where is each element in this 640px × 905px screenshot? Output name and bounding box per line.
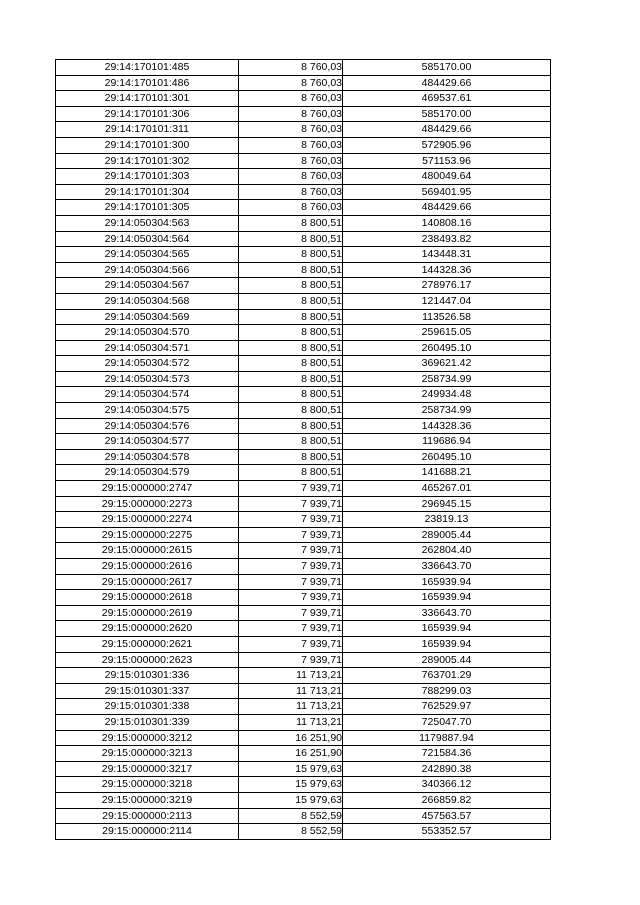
cadastral-number-cell: 29:14:050304:570 [56,325,239,341]
unit-value-cell: 8 760,03 [239,106,343,122]
cadastral-number-cell: 29:14:170101:300 [56,137,239,153]
unit-value-cell: 11 713,21 [239,683,343,699]
cadastral-number-cell: 29:15:000000:2623 [56,652,239,668]
table-row [56,792,551,808]
unit-value-cell: 11 713,21 [239,699,343,715]
unit-value-cell: 15 979,63 [239,777,343,793]
table-row [56,590,551,606]
table-row [56,636,551,652]
table-body [56,60,551,840]
table-row [56,496,551,512]
unit-value-cell: 7 939,71 [239,636,343,652]
total-value-cell: 340366.12 [343,777,551,793]
total-value-cell: 144328.36 [343,262,551,278]
total-value-cell: 144328.36 [343,418,551,434]
total-value-cell: 457563.57 [343,808,551,824]
cadastral-number-cell: 29:14:050304:577 [56,434,239,450]
total-value-cell: 469537.61 [343,91,551,107]
total-value-cell: 289005.44 [343,652,551,668]
table-row [56,418,551,434]
unit-value-cell: 7 939,71 [239,652,343,668]
total-value-cell: 140808.16 [343,215,551,231]
table-row [56,293,551,309]
cadastral-number-cell: 29:15:000000:2273 [56,496,239,512]
table-row [56,559,551,575]
table-row [56,699,551,715]
unit-value-cell: 8 760,03 [239,200,343,216]
cadastral-number-cell: 29:14:170101:302 [56,153,239,169]
unit-value-cell: 8 800,51 [239,449,343,465]
unit-value-cell: 8 800,51 [239,403,343,419]
total-value-cell: 165939.94 [343,574,551,590]
cadastral-number-cell: 29:15:000000:3213 [56,746,239,762]
cadastral-number-cell: 29:14:170101:486 [56,75,239,91]
table-row [56,169,551,185]
total-value-cell: 569401.95 [343,184,551,200]
cadastral-number-cell: 29:15:010301:337 [56,683,239,699]
cadastral-number-cell: 29:14:050304:568 [56,293,239,309]
unit-value-cell: 8 760,03 [239,184,343,200]
total-value-cell: 113526.58 [343,309,551,325]
table-row [56,746,551,762]
table-row [56,278,551,294]
total-value-cell: 484429.66 [343,122,551,138]
table-row [56,247,551,263]
total-value-cell: 725047.70 [343,714,551,730]
cadastral-number-cell: 29:15:000000:3219 [56,792,239,808]
total-value-cell: 141688.21 [343,465,551,481]
total-value-cell: 260495.10 [343,340,551,356]
table-row [56,434,551,450]
table-row [56,215,551,231]
cadastral-number-cell: 29:15:000000:3217 [56,761,239,777]
unit-value-cell: 8 800,51 [239,356,343,372]
total-value-cell: 484429.66 [343,75,551,91]
table-row [56,262,551,278]
table-row [56,137,551,153]
total-value-cell: 238493.82 [343,231,551,247]
total-value-cell: 296945.15 [343,496,551,512]
unit-value-cell: 7 939,71 [239,559,343,575]
unit-value-cell: 7 939,71 [239,527,343,543]
table-row [56,122,551,138]
total-value-cell: 585170.00 [343,60,551,76]
cadastral-number-cell: 29:15:000000:2114 [56,824,239,840]
cadastral-number-cell: 29:14:170101:485 [56,60,239,76]
table-row [56,184,551,200]
unit-value-cell: 16 251,90 [239,746,343,762]
unit-value-cell: 8 760,03 [239,75,343,91]
total-value-cell: 259615.05 [343,325,551,341]
total-value-cell: 484429.66 [343,200,551,216]
unit-value-cell: 8 760,03 [239,60,343,76]
cadastral-number-cell: 29:14:050304:566 [56,262,239,278]
table-row [56,761,551,777]
table-row [56,340,551,356]
table-row [56,403,551,419]
unit-value-cell: 8 800,51 [239,465,343,481]
table-row [56,668,551,684]
cadastral-number-cell: 29:15:000000:2275 [56,527,239,543]
unit-value-cell: 8 800,51 [239,293,343,309]
unit-value-cell: 8 760,03 [239,137,343,153]
total-value-cell: 336643.70 [343,559,551,575]
unit-value-cell: 15 979,63 [239,761,343,777]
total-value-cell: 121447.04 [343,293,551,309]
table-row [56,75,551,91]
cadastral-number-cell: 29:14:170101:305 [56,200,239,216]
cadastral-number-cell: 29:14:050304:573 [56,371,239,387]
unit-value-cell: 8 552,59 [239,808,343,824]
table-row [56,309,551,325]
total-value-cell: 258734.99 [343,371,551,387]
table-row [56,356,551,372]
table-row [56,621,551,637]
total-value-cell: 721584.36 [343,746,551,762]
cadastral-number-cell: 29:14:050304:563 [56,215,239,231]
cadastral-number-cell: 29:14:050304:564 [56,231,239,247]
cadastral-number-cell: 29:14:170101:301 [56,91,239,107]
cadastral-number-cell: 29:14:050304:567 [56,278,239,294]
table-row [56,527,551,543]
cadastral-number-cell: 29:14:170101:303 [56,169,239,185]
table-row [56,543,551,559]
unit-value-cell: 7 939,71 [239,605,343,621]
cadastral-number-cell: 29:14:050304:572 [56,356,239,372]
unit-value-cell: 8 800,51 [239,278,343,294]
unit-value-cell: 11 713,21 [239,714,343,730]
unit-value-cell: 8 800,51 [239,371,343,387]
table-row [56,824,551,840]
table-row [56,387,551,403]
cadastral-number-cell: 29:14:170101:306 [56,106,239,122]
total-value-cell: 23819.13 [343,512,551,528]
cadastral-number-cell: 29:15:000000:2113 [56,808,239,824]
unit-value-cell: 11 713,21 [239,668,343,684]
total-value-cell: 480049.64 [343,169,551,185]
unit-value-cell: 15 979,63 [239,792,343,808]
unit-value-cell: 8 800,51 [239,325,343,341]
unit-value-cell: 7 939,71 [239,512,343,528]
total-value-cell: 258734.99 [343,403,551,419]
total-value-cell: 165939.94 [343,590,551,606]
table-row [56,652,551,668]
table-row [56,231,551,247]
total-value-cell: 788299.03 [343,683,551,699]
cadastral-number-cell: 29:15:010301:338 [56,699,239,715]
table-row [56,683,551,699]
total-value-cell: 143448.31 [343,247,551,263]
unit-value-cell: 7 939,71 [239,543,343,559]
cadastral-number-cell: 29:15:000000:2615 [56,543,239,559]
total-value-cell: 242890.38 [343,761,551,777]
cadastral-number-cell: 29:14:050304:575 [56,403,239,419]
total-value-cell: 571153.96 [343,153,551,169]
total-value-cell: 1179887.94 [343,730,551,746]
cadastral-number-cell: 29:14:050304:579 [56,465,239,481]
table-row [56,777,551,793]
unit-value-cell: 8 800,51 [239,231,343,247]
table-row [56,714,551,730]
total-value-cell: 465267.01 [343,481,551,497]
cadastral-number-cell: 29:14:170101:311 [56,122,239,138]
cadastral-number-cell: 29:14:050304:571 [56,340,239,356]
unit-value-cell: 8 800,51 [239,262,343,278]
unit-value-cell: 8 800,51 [239,340,343,356]
cadastral-number-cell: 29:15:000000:3212 [56,730,239,746]
table-row [56,91,551,107]
table-row [56,808,551,824]
cadastral-number-cell: 29:15:000000:2617 [56,574,239,590]
cadastral-number-cell: 29:15:010301:339 [56,714,239,730]
total-value-cell: 369621.42 [343,356,551,372]
unit-value-cell: 7 939,71 [239,574,343,590]
total-value-cell: 278976.17 [343,278,551,294]
cadastral-number-cell: 29:15:000000:2621 [56,636,239,652]
unit-value-cell: 8 800,51 [239,387,343,403]
cadastral-number-cell: 29:14:050304:569 [56,309,239,325]
cadastral-number-cell: 29:15:000000:2616 [56,559,239,575]
table-row [56,153,551,169]
cadastral-number-cell: 29:15:010301:336 [56,668,239,684]
table-row [56,449,551,465]
table-row [56,512,551,528]
total-value-cell: 585170.00 [343,106,551,122]
total-value-cell: 266859.82 [343,792,551,808]
total-value-cell: 289005.44 [343,527,551,543]
cadastral-number-cell: 29:14:050304:565 [56,247,239,263]
unit-value-cell: 8 760,03 [239,91,343,107]
total-value-cell: 763701.29 [343,668,551,684]
cadastral-number-cell: 29:15:000000:2619 [56,605,239,621]
total-value-cell: 119686.94 [343,434,551,450]
cadastral-number-cell: 29:15:000000:2274 [56,512,239,528]
cadastral-number-cell: 29:15:000000:3218 [56,777,239,793]
table-row [56,200,551,216]
total-value-cell: 262804.40 [343,543,551,559]
total-value-cell: 165939.94 [343,621,551,637]
cadastral-number-cell: 29:14:050304:574 [56,387,239,403]
cadastral-number-cell: 29:14:050304:576 [56,418,239,434]
cadastral-number-cell: 29:15:000000:2620 [56,621,239,637]
table-row [56,325,551,341]
total-value-cell: 165939.94 [343,636,551,652]
total-value-cell: 249934.48 [343,387,551,403]
total-value-cell: 762529.97 [343,699,551,715]
cadastral-number-cell: 29:15:000000:2618 [56,590,239,606]
total-value-cell: 260495.10 [343,449,551,465]
unit-value-cell: 7 939,71 [239,496,343,512]
unit-value-cell: 8 760,03 [239,169,343,185]
unit-value-cell: 8 800,51 [239,247,343,263]
unit-value-cell: 8 760,03 [239,122,343,138]
table-row [56,60,551,76]
unit-value-cell: 8 800,51 [239,215,343,231]
cadastral-number-cell: 29:14:050304:578 [56,449,239,465]
cadastral-number-cell: 29:15:000000:2747 [56,481,239,497]
unit-value-cell: 7 939,71 [239,621,343,637]
unit-value-cell: 8 800,51 [239,309,343,325]
table-row [56,465,551,481]
total-value-cell: 336643.70 [343,605,551,621]
unit-value-cell: 8 760,03 [239,153,343,169]
data-table [55,59,551,840]
table-row [56,106,551,122]
table-row [56,605,551,621]
table-row [56,730,551,746]
unit-value-cell: 8 800,51 [239,418,343,434]
total-value-cell: 572905.96 [343,137,551,153]
table-row [56,481,551,497]
unit-value-cell: 8 552,59 [239,824,343,840]
cadastral-number-cell: 29:14:170101:304 [56,184,239,200]
total-value-cell: 553352.57 [343,824,551,840]
table-row [56,371,551,387]
table-row [56,574,551,590]
unit-value-cell: 7 939,71 [239,481,343,497]
unit-value-cell: 16 251,90 [239,730,343,746]
unit-value-cell: 7 939,71 [239,590,343,606]
unit-value-cell: 8 800,51 [239,434,343,450]
